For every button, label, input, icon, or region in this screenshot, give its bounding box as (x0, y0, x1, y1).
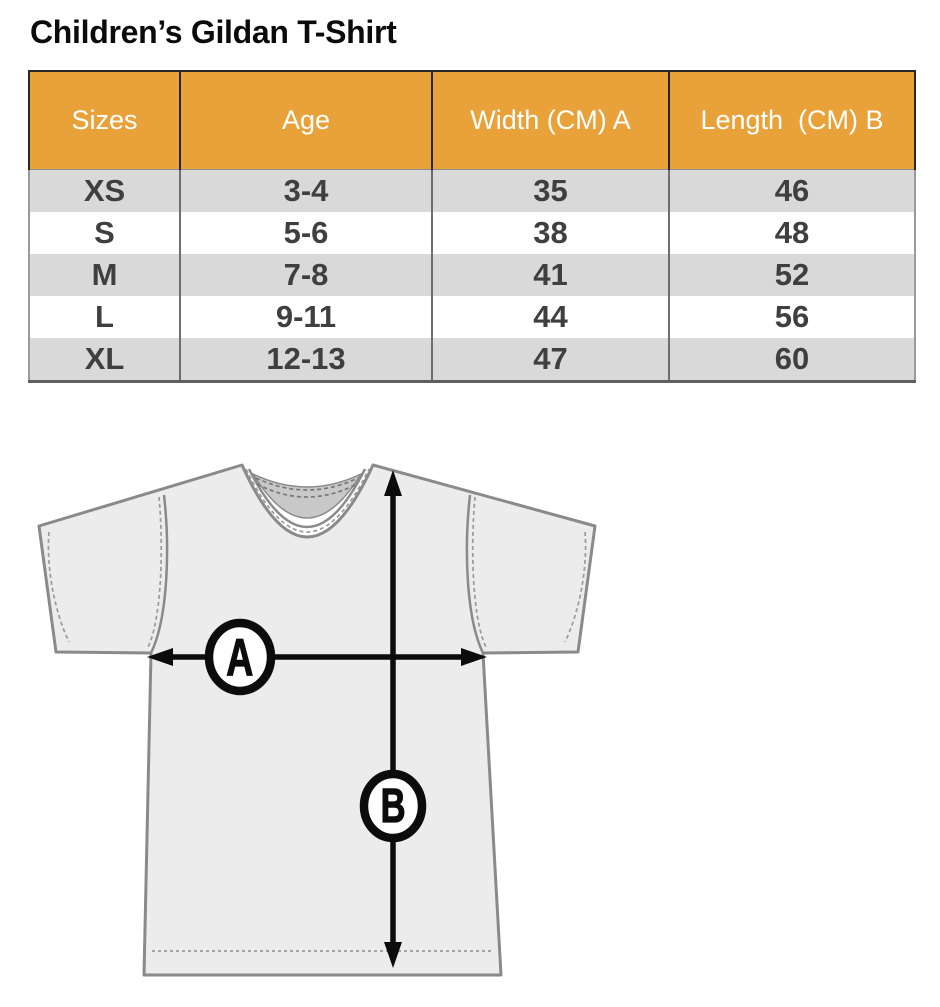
length-cell: 48 (669, 212, 915, 254)
page-title: Children’s Gildan T-Shirt (30, 14, 397, 50)
width-label: A (226, 627, 254, 687)
age-cell: 5-6 (180, 212, 432, 254)
length-cell: 46 (669, 170, 915, 213)
column-header-sizes: Sizes (29, 71, 180, 170)
length-cell: 52 (669, 254, 915, 296)
age-cell: 9-11 (180, 296, 432, 338)
column-header-width: Width (CM) A (432, 71, 669, 170)
length-label-badge (364, 774, 422, 838)
age-cell: 12-13 (180, 338, 432, 382)
size-cell: XL (29, 338, 180, 382)
length-cell: 60 (669, 338, 915, 382)
length-cell: 56 (669, 296, 915, 338)
width-cell: 35 (432, 170, 669, 213)
width-cell: 38 (432, 212, 669, 254)
size-table (28, 70, 916, 383)
table-row (29, 212, 915, 254)
table-row (29, 254, 915, 296)
tshirt-measurement-diagram (0, 428, 640, 1007)
size-table-header (29, 71, 915, 170)
width-cell: 44 (432, 296, 669, 338)
table-row (29, 296, 915, 338)
size-cell: L (29, 296, 180, 338)
size-cell: M (29, 254, 180, 296)
width-cell: 47 (432, 338, 669, 382)
age-cell: 3-4 (180, 170, 432, 213)
size-cell: XS (29, 170, 180, 213)
tshirt-silhouette (39, 465, 595, 975)
size-cell: S (29, 212, 180, 254)
age-cell: 7-8 (180, 254, 432, 296)
width-label-badge (209, 623, 271, 691)
table-row (29, 170, 915, 213)
table-row (29, 338, 915, 382)
width-cell: 41 (432, 254, 669, 296)
column-header-length: Length (CM) B (669, 71, 915, 170)
length-label: B (380, 778, 406, 833)
column-header-age: Age (180, 71, 432, 170)
